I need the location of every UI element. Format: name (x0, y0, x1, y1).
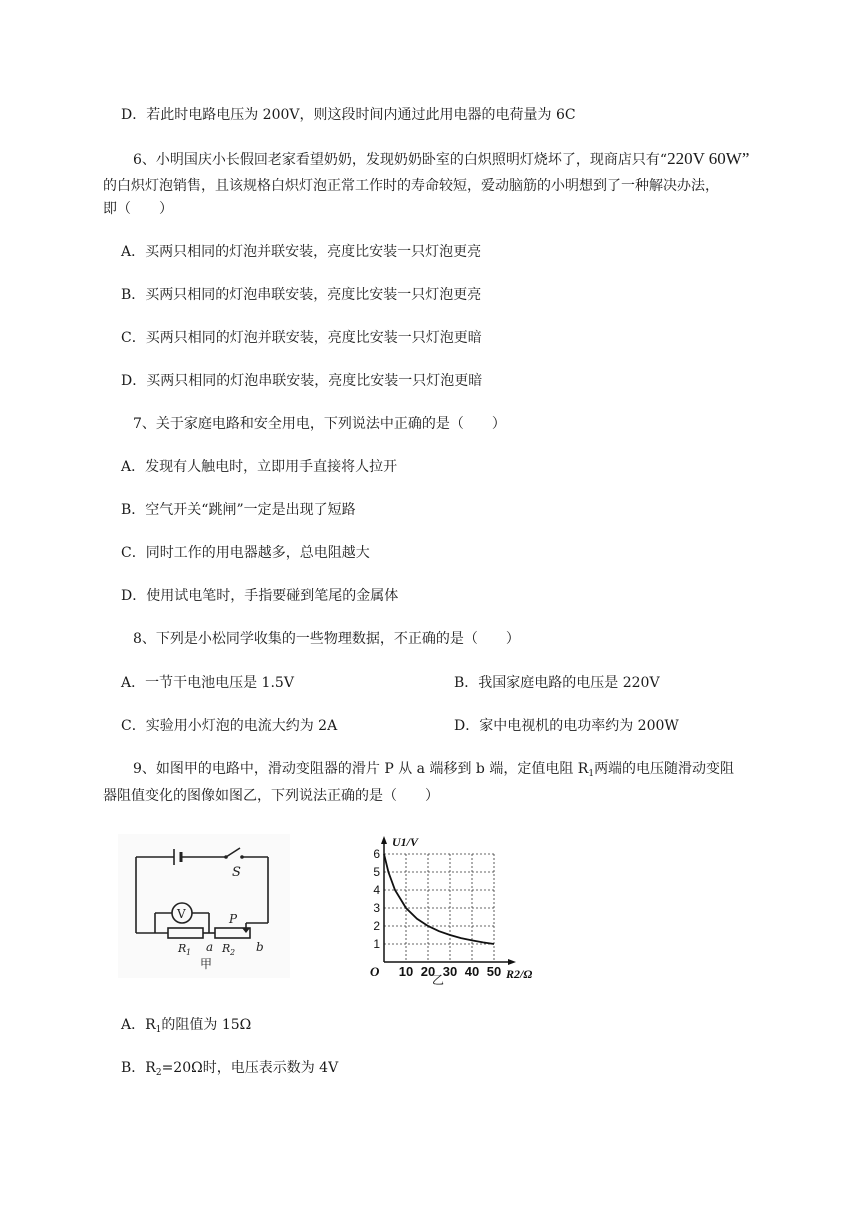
a-label: a (206, 940, 214, 954)
r2-label: R (222, 942, 231, 955)
circuit-diagram (118, 834, 290, 978)
circuit-caption: 甲 (200, 957, 213, 971)
q7-option-d: D．使用试电笔时，手指要碰到笔尾的金属体 (121, 588, 399, 604)
y-tick-label: 2 (373, 919, 380, 933)
voltmeter-label: V (177, 907, 186, 921)
q6-stem-line3: 即（ ） (103, 201, 173, 217)
q7-stem: 7、关于家庭电路和安全用电，下列说法中正确的是（ ） (133, 416, 506, 432)
r1-sub: 1 (186, 948, 192, 957)
y-axis-arrow (381, 836, 387, 844)
q9-option-b-text: B．R (121, 1060, 156, 1076)
series-line (384, 854, 494, 944)
q8-option-b: B．我国家庭电路的电压是 220V (454, 675, 660, 691)
q9-stem-sub: 1 (588, 769, 595, 779)
x-axis-label: R2/Ω (506, 967, 532, 981)
switch-label: S (232, 865, 241, 880)
q6-option-c: C．买两只相同的灯泡并联安装，亮度比安装一只灯泡更暗 (121, 330, 482, 346)
b-label: b (256, 940, 264, 954)
q9-option-b-sub: 2 (155, 1068, 162, 1078)
r1-label: R (178, 942, 187, 955)
x-tick-label: 20 (420, 964, 436, 979)
q8-option-c: C．实验用小灯泡的电流大约为 2A (121, 718, 338, 734)
q6-option-b: B．买两只相同的灯泡串联安装，亮度比安装一只灯泡更亮 (121, 287, 482, 303)
q9-option-a-sub: 1 (155, 1025, 162, 1035)
q9-option-a-rest: 的阻值为 15Ω (161, 1017, 252, 1033)
y-axis-label: U1/V (392, 835, 419, 849)
q6-option-a: A．买两只相同的灯泡并联安装，亮度比安装一只灯泡更亮 (121, 244, 482, 260)
q9-stem-line1 (133, 759, 734, 784)
q6-spec: 220V 60W (667, 149, 742, 168)
q5-option-d: D．若此时电路电压为 200V，则这段时间内通过此用电器的电荷量为 6C (121, 107, 576, 123)
q6-stem-text-b: ” (741, 149, 750, 168)
r2-sub: 2 (230, 948, 236, 957)
q9-stem-line2: 器阻值变化的图像如图乙，下列说法正确的是（ ） (103, 788, 439, 804)
q9-option-b-rest: =20Ω时，电压表示数为 4V (161, 1060, 339, 1076)
origin-label: O (370, 964, 380, 979)
q6-stem-text-a: 6、小明国庆小长假回老家看望奶奶，发现奶奶卧室的白炽照明灯烧坏了，现商店只有“ (133, 152, 668, 168)
q9-stem-text-b: 两端的电压随滑动变阻 (594, 761, 735, 777)
y-tick-label: 1 (373, 937, 380, 951)
x-tick-label: 40 (464, 964, 480, 979)
q9-option-b (121, 1058, 338, 1083)
q7-option-b: B．空气开关“跳闸”一定是出现了短路 (121, 502, 356, 518)
q9-option-a (121, 1015, 251, 1040)
x-tick-label: 30 (442, 964, 458, 979)
voltage-resistance-chart (362, 834, 532, 986)
q8-option-d: D．家中电视机的电功率约为 200W (454, 718, 679, 734)
q7-option-c: C．同时工作的用电器越多，总电阻越大 (121, 545, 370, 561)
q6-option-d: D．买两只相同的灯泡串联安装，亮度比安装一只灯泡更暗 (121, 373, 483, 389)
q6-stem-line2: 的白炽灯泡销售，且该规格白炽灯泡正常工作时的寿命较短，爱动脑筋的小明想到了一种解决办法， (103, 178, 719, 194)
y-tick-label: 4 (373, 883, 380, 897)
y-tick-label: 5 (373, 865, 380, 879)
y-tick-label: 3 (373, 901, 380, 915)
q8-option-a: A．一节干电池电压是 1.5V (121, 675, 294, 691)
slider-label: P (229, 912, 238, 926)
q7-option-a: A．发现有人触电时，立即用手直接将人拉开 (121, 459, 398, 475)
q9-option-a-text: A．R (121, 1017, 156, 1033)
y-tick-label: 6 (373, 847, 380, 861)
x-tick-label: 50 (486, 964, 502, 979)
x-axis-arrow (508, 959, 516, 965)
q9-stem-text-a: 9、如图甲的电路中，滑动变阻器的滑片 P 从 a 端移到 b 端，定值电阻 R (133, 761, 589, 777)
q8-stem: 8、下列是小松同学收集的一些物理数据，不正确的是（ ） (133, 631, 520, 647)
x-tick-label: 10 (398, 964, 414, 979)
q6-stem-line1 (133, 149, 749, 170)
chart-caption: 乙 (432, 973, 445, 986)
